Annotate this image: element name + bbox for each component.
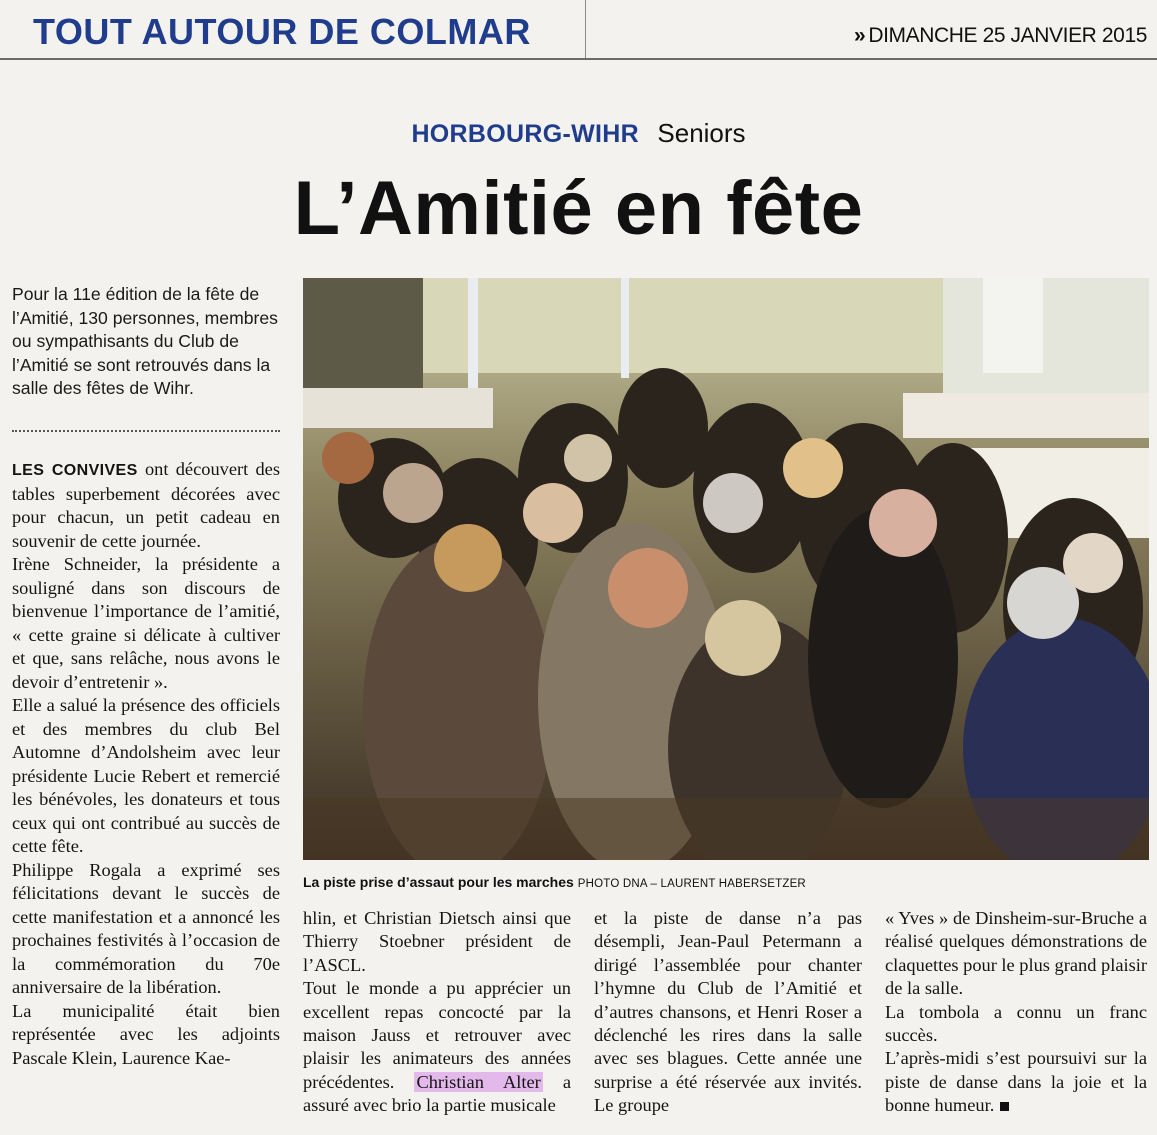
body-column-2 [303,907,571,1118]
article-photo [303,278,1149,860]
paragraph-text: ont découvert des tables superbement décorées avec pour chacun, un petit cadeau en souvenir de cette journée. [12,459,280,551]
paragraph: et la piste de danse n’a pas désempli, Jean-Paul Petermann a dirigé l’assemblée pour chanter l’hymne du Club de l’Amitié et d’autres chansons, et Henri Roser a déclenché les rires dans la salle avec ses blagues. Cette année une surprise a été réservée aux invités. Le groupe [594,908,862,1116]
section-title: TOUT AUTOUR DE COLMAR [33,11,531,52]
paragraph-text: Tout le monde a pu apprécier un excellent repas concocté par la maison Jauss et retrouver avec plaisir les animateurs des années précédentes. [303,978,571,1092]
highlighted-name: Christian Alter [416,1071,541,1092]
paragraph [303,977,571,1117]
paragraph: Elle a salué la présence des officiels et des membres du club Bel Automne d’Andolsheim avec leur présidente Lucie Rebert et remercié les bénévoles, les donateurs et tous ceux qui ont contribué au succès de cette fête. [12,695,280,856]
caption-text: La piste prise d’assaut pour les marches [303,874,574,890]
chevron-right-icon: » [854,24,866,47]
article-lead: Pour la 11e édition de la fête de l’Amitié, 130 personnes, membres ou sympathisants du Club de l’Amitié se sont retrouvés dans la salle des fêtes de Wihr. [12,284,278,398]
paragraph: hlin, et Christian Dietsch ainsi que Thierry Stoebner président de l’ASCL. [303,908,571,975]
paragraph: Philippe Rogala a exprimé ses félicitations devant le succès de cette manifestation et a annoncé les prochaines festivités à l’occasion de la commémoration du 70e anniversaire de la libération. [12,859,280,997]
body-column-4 [885,907,1147,1118]
paragraph [12,458,280,553]
date-line [854,22,1147,50]
body-column-1 [12,458,280,1070]
paragraph: Irène Schneider, la présidente a souligné dans son discours de bienvenue l’importance de l’amitié, « cette graine si délicate à cultiver et que, sans relâche, nous avons le devoir d’entretenir ». [12,554,280,692]
header-divider [585,0,586,58]
body-column-3 [594,907,862,1118]
lede-caps: LES CONVIVES [12,462,138,479]
photo-caption [303,872,1149,894]
kicker [0,118,1157,149]
end-mark-icon [1000,1102,1009,1111]
kicker-place: HORBOURG-WIHR [411,120,639,148]
paragraph-text: a assuré avec brio la partie musicale [303,1071,571,1116]
paragraph: La tombola a connu un franc succès. [885,1001,1147,1046]
paragraph: La municipalité était bien représentée avec les adjoints Pascale Klein, Laurence Kae- [12,1000,280,1068]
photo-credit: PHOTO DNA – LAURENT HABERSETZER [577,878,806,890]
paragraph-text: L’après-midi s’est poursuivi sur la piste de danse dans la joie et la bonne humeur. [885,1048,1147,1116]
kicker-tag: Seniors [657,118,746,148]
dance-hall-photo [303,278,1149,860]
date-text: DIMANCHE 25 JANVIER 2015 [868,24,1147,47]
paragraph: « Yves » de Dinsheim-sur-Bruche a réalisé quelques démonstrations de claquettes pour le plus grand plaisir de la salle. [885,908,1147,999]
headline: L’Amitié en fête [293,166,864,251]
lead-separator [12,430,280,432]
paragraph [885,1047,1147,1117]
